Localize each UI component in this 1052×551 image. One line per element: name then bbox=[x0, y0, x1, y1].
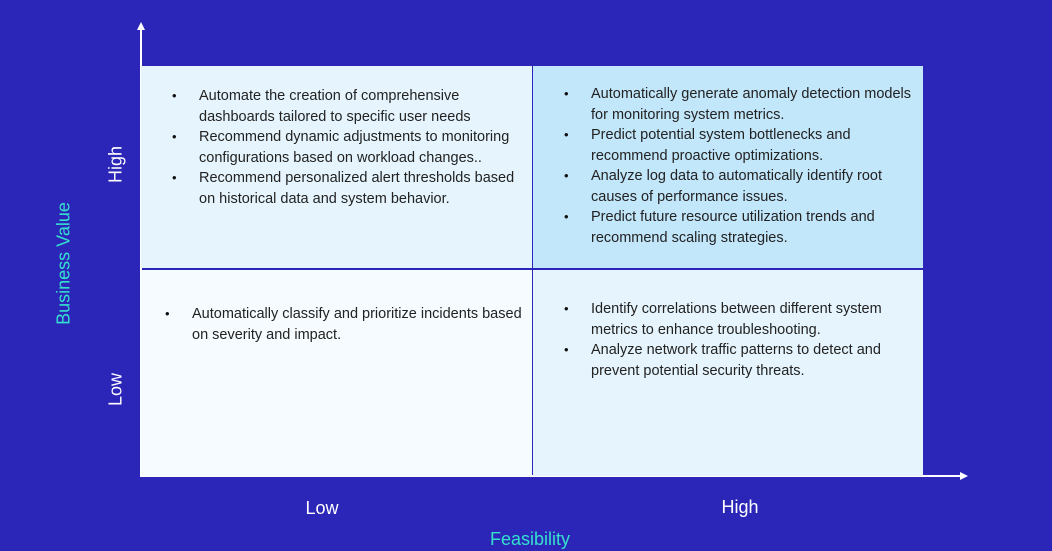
list-item: • Identify correlations between different system metrics to enhance troubleshooting. bbox=[591, 299, 911, 340]
quadrant-list bbox=[591, 84, 911, 248]
y-tick-low: Low bbox=[105, 372, 126, 407]
quadrant-list bbox=[199, 86, 519, 209]
x-axis-arrow-icon bbox=[960, 472, 968, 480]
quadrant-low-value-low-feasibility bbox=[141, 270, 532, 476]
list-item: • Recommend dynamic adjustments to monitoring configurations based on workload changes.. bbox=[199, 127, 519, 168]
x-axis-title: Feasibility bbox=[489, 529, 571, 549]
list-item: • Automatically classify and prioritize incidents based on severity and impact. bbox=[192, 304, 522, 345]
list-item: • Recommend personalized alert thresholds based on historical data and system behavior. bbox=[199, 168, 519, 209]
list-item: • Predict potential system bottlenecks and recommend proactive optimizations. bbox=[591, 125, 911, 166]
list-item: • Automatically generate anomaly detection models for monitoring system metrics. bbox=[591, 84, 911, 125]
x-tick-high: High bbox=[721, 497, 759, 517]
quadrant-list bbox=[591, 299, 911, 381]
list-item: • Analyze log data to automatically identify root causes of performance issues. bbox=[591, 166, 911, 207]
list-item: • Automate the creation of comprehensive dashboards tailored to specific user needs bbox=[199, 86, 519, 127]
quadrant-high-value-high-feasibility bbox=[533, 66, 923, 268]
quadrant-low-value-high-feasibility bbox=[533, 270, 923, 476]
list-item: • Predict future resource utilization trends and recommend scaling strategies. bbox=[591, 207, 911, 248]
quadrant-list bbox=[192, 304, 522, 345]
quadrant-high-value-low-feasibility bbox=[141, 66, 532, 268]
y-axis-arrow-icon bbox=[137, 22, 145, 30]
y-axis-title: Business Value bbox=[53, 202, 74, 325]
y-tick-high: High bbox=[105, 145, 126, 184]
x-tick-low: Low bbox=[305, 498, 339, 518]
list-item: • Analyze network traffic patterns to detect and prevent potential security threats. bbox=[591, 340, 911, 381]
